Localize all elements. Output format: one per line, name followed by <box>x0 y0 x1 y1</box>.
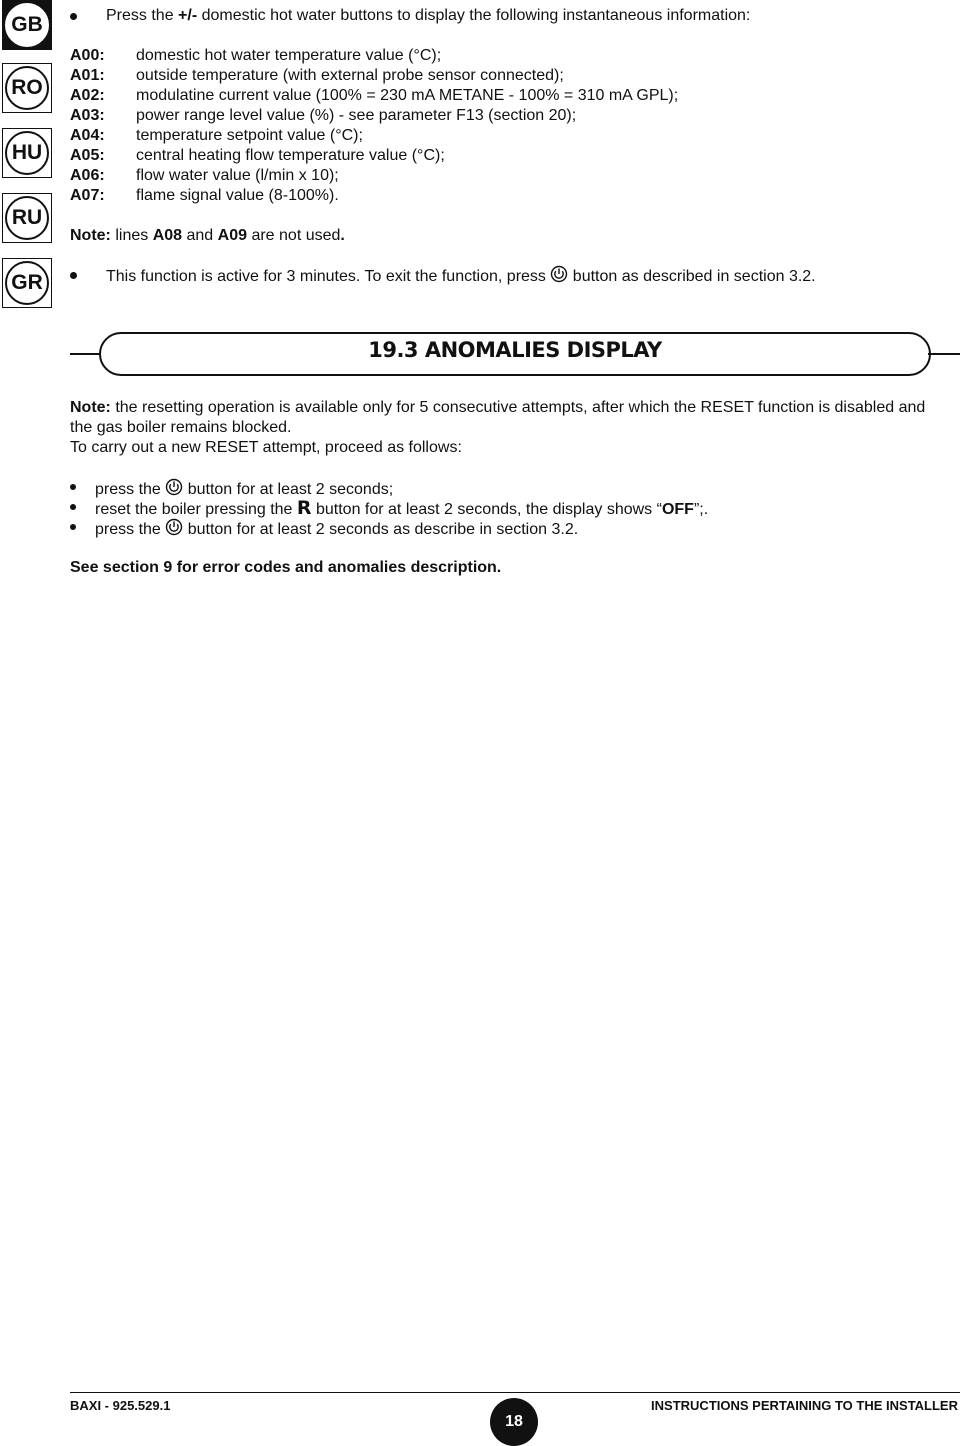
reset-button-icon: R <box>296 497 312 519</box>
step-text: button for at least 2 seconds; <box>183 481 394 498</box>
reset-note-line-1 <box>70 398 925 418</box>
note-text: and <box>182 227 218 244</box>
intro-suffix: domestic hot water buttons to display the following instantaneous information: <box>197 7 751 24</box>
info-code: A05: <box>70 147 105 164</box>
bullet-icon <box>70 484 76 490</box>
intro-keys: +/- <box>178 7 198 24</box>
language-label-ro: RO <box>5 66 49 110</box>
language-tab-ro[interactable] <box>2 63 52 113</box>
page-number-badge: 18 <box>490 1398 538 1446</box>
info-code: A01: <box>70 67 105 84</box>
bullet-icon <box>70 524 76 530</box>
step-text: reset the boiler pressing the <box>95 501 297 518</box>
function-note-text: button as described in section 3.2. <box>568 268 816 285</box>
bullet-icon <box>70 13 77 20</box>
step-text: button for at least 2 seconds as describe in section 3.2. <box>183 521 579 538</box>
step-3 <box>95 518 578 540</box>
info-text: flow water value (l/min x 10); <box>136 167 339 184</box>
step-text: ”;. <box>693 501 709 518</box>
info-text: temperature setpoint value (°C); <box>136 127 363 144</box>
step-text: press the <box>95 521 166 538</box>
info-text: flame signal value (8-100%). <box>136 187 339 204</box>
reset-note-line-3: To carry out a new RESET attempt, proceed as follows: <box>70 439 462 456</box>
language-label-gr: GR <box>5 261 49 305</box>
step-text: button for at least 2 seconds, the display shows “ <box>311 501 662 518</box>
intro-text <box>106 6 750 26</box>
language-tab-gb[interactable] <box>2 0 52 50</box>
note-dot: . <box>340 227 345 244</box>
note-code-a09: A09 <box>217 227 247 244</box>
info-text: modulatine current value (100% = 230 mA METANE - 100% = 310 mA GPL); <box>136 87 679 104</box>
info-code: A04: <box>70 127 105 144</box>
language-label-gb: GB <box>5 3 49 47</box>
footer-divider <box>70 1392 960 1393</box>
function-note <box>106 265 816 287</box>
language-tab-gr[interactable] <box>2 258 52 308</box>
step-1 <box>95 478 393 500</box>
see-section-note: See section 9 for error codes and anomalies description. <box>70 559 502 576</box>
intro-prefix: Press the <box>106 7 179 24</box>
language-label-ru: RU <box>5 196 49 240</box>
info-code: A02: <box>70 87 105 104</box>
footer-title: INSTRUCTIONS PERTAINING TO THE INSTALLER <box>651 1398 958 1413</box>
reset-note-text: the resetting operation is available only for 5 consecutive attempts, after which the RESET function is disabled and <box>110 399 926 416</box>
display-off-text: OFF <box>661 501 694 518</box>
function-note-text: This function is active for 3 minutes. To exit the function, press <box>106 268 551 285</box>
info-code: A00: <box>70 47 105 64</box>
language-tab-hu[interactable] <box>2 128 52 178</box>
power-button-icon <box>165 518 183 536</box>
note-label: Note: <box>70 227 111 244</box>
info-code: A07: <box>70 187 105 204</box>
step-text: press the <box>95 481 166 498</box>
power-button-icon <box>165 478 183 496</box>
info-text: central heating flow temperature value (°C); <box>136 147 445 164</box>
reset-note-label: Note: <box>70 399 111 416</box>
note-text: lines <box>110 227 153 244</box>
language-label-hu: HU <box>5 131 49 175</box>
info-code: A03: <box>70 107 105 124</box>
bullet-icon <box>70 504 76 510</box>
info-text: outside temperature (with external probe sensor connected); <box>136 67 564 84</box>
bullet-icon <box>70 272 77 279</box>
info-text: power range level value (%) - see parameter F13 (section 20); <box>136 107 577 124</box>
info-text: domestic hot water temperature value (°C); <box>136 47 442 64</box>
power-button-icon <box>550 265 568 283</box>
note-text: are not used <box>247 227 341 244</box>
language-tab-ru[interactable] <box>2 193 52 243</box>
info-code: A06: <box>70 167 105 184</box>
note-code-a08: A08 <box>152 227 183 244</box>
footer-doc-code: BAXI - 925.529.1 <box>70 1398 171 1413</box>
reset-note-line-2: the gas boiler remains blocked. <box>70 419 292 436</box>
section-title: 19.3 ANOMALIES DISPLAY <box>368 338 662 362</box>
step-2 <box>95 498 708 520</box>
unused-lines-note <box>70 226 345 246</box>
